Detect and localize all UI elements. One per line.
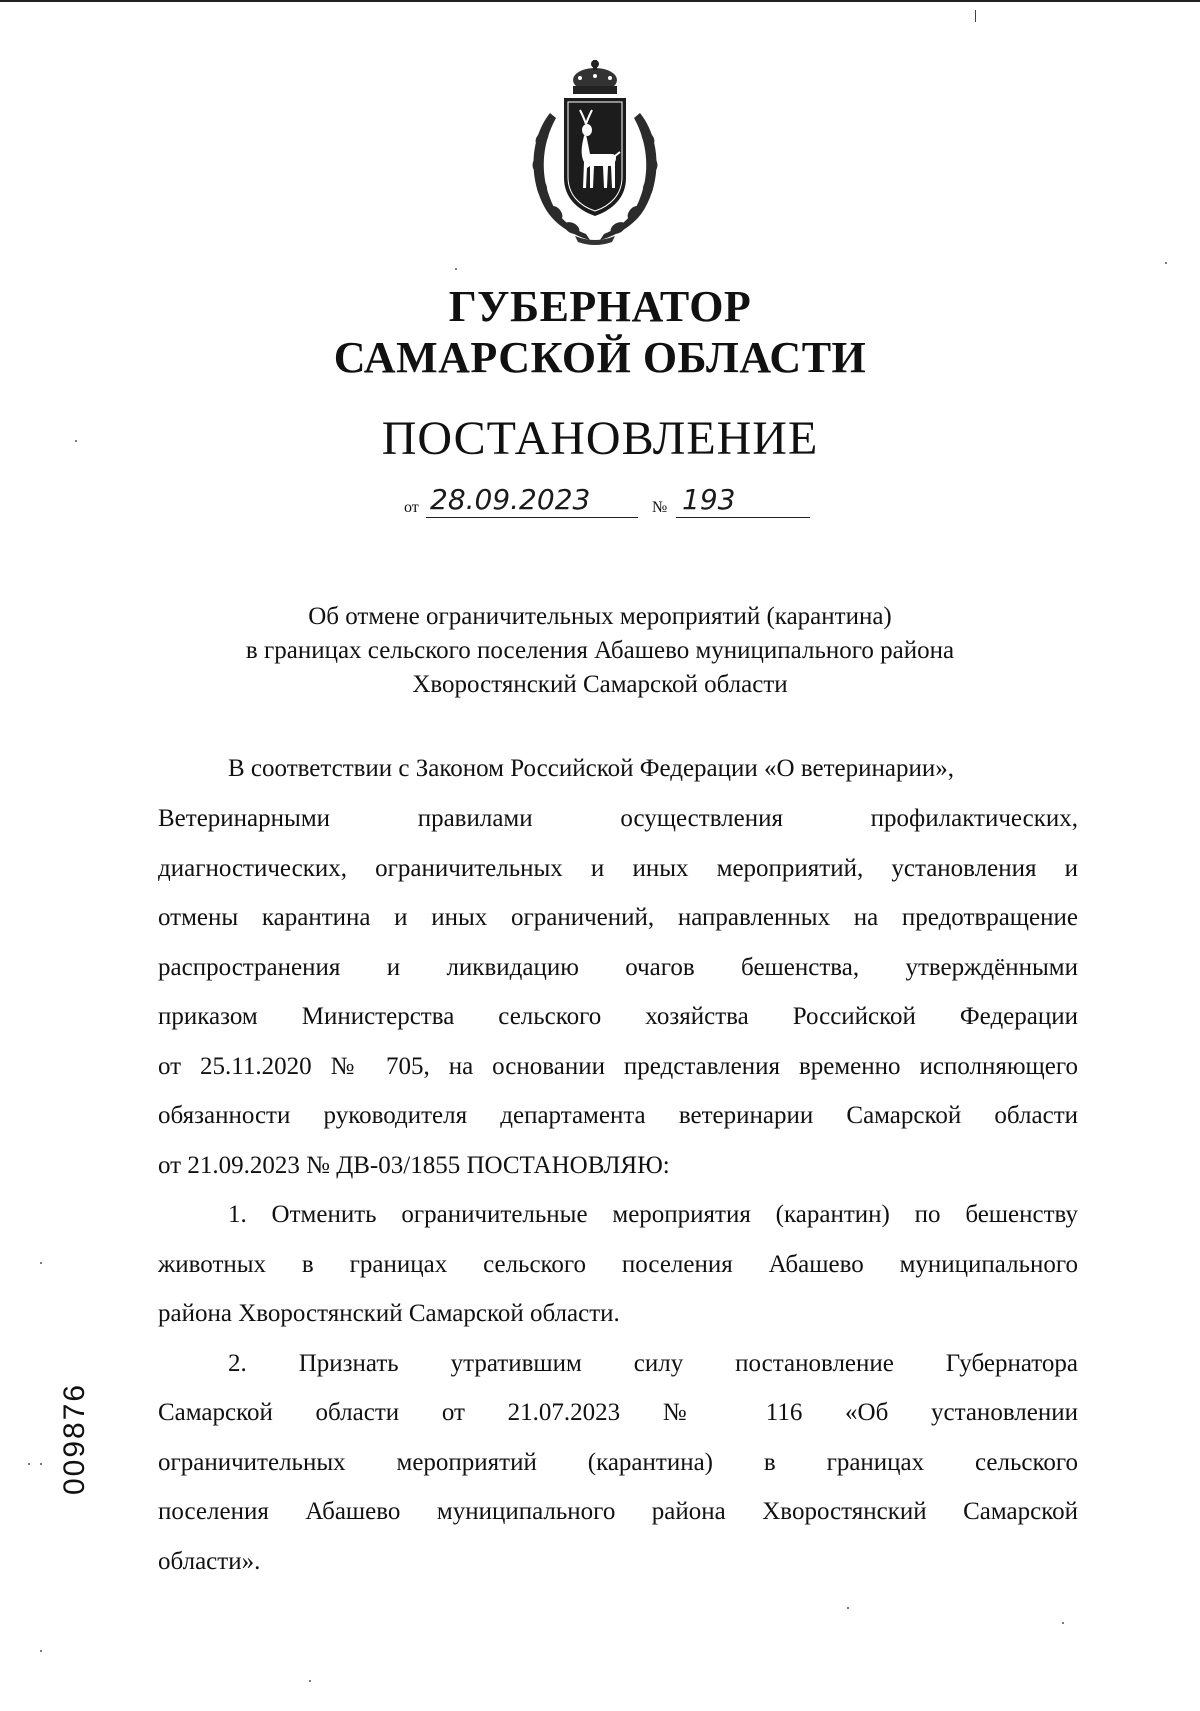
subject-line: Хворостянский Самарской области [412,671,788,698]
document-type: ПОСТАНОВЛЕНИЕ [381,412,819,465]
number-underline [676,517,810,518]
scan-speck [40,1463,42,1465]
organization-title-line2: САМАРСКОЙ ОБЛАСТИ [333,333,867,382]
date-prefix: от [404,499,419,516]
scan-speck [1062,1622,1064,1624]
item2-line: Самарской области от 21.07.2023 № 116 «Об установлении [158,1399,1078,1426]
ribbon [575,236,615,245]
scan-speck [847,1607,849,1609]
scan-speck [1165,262,1167,264]
preamble-line: диагностических, ограничительных и иных мероприятий, установления и [158,855,1078,882]
item1-line: животных в границах сельского поселения Абашево муниципального [158,1251,1078,1278]
document-date: 28.09.2023 [430,483,591,516]
organization-title-line1: ГУБЕРНАТОР [448,282,752,331]
scan-speck [75,440,77,442]
crown-icon [573,60,617,94]
number-prefix: № [652,499,668,516]
coat-of-arms-emblem [520,58,670,248]
preamble-line: В соответствии с Законом Российской Федерации «О ветеринарии», [228,755,954,782]
scan-speck [40,1262,42,1264]
side-registration-number: 009876 [58,1382,91,1495]
page-top-edge [0,0,1200,2]
item2-line: поселения Абашево муниципального района Хворостянский Самарской [158,1498,1078,1525]
subject-line: в границах сельского поселения Абашево муниципального района [245,637,955,664]
document-date-number [404,485,804,519]
item1-line: 1. Отменить ограничительные мероприятия (карантин) по бешенству [228,1201,1078,1228]
date-underline [426,517,638,518]
item1-line: района Хворостянский Самарской области. [158,1300,620,1327]
scan-speck [309,1680,311,1682]
document-subject [0,600,1200,702]
preamble-line: обязанности руководителя департамента ветеринарии Самарской области [158,1102,1078,1129]
scan-speck [28,1463,30,1465]
preamble-line: Ветеринарными правилами осуществления профилактических, [158,805,1078,832]
subject-line: Об отмене ограничительных мероприятий (карантина) [308,603,892,630]
preamble-line: от 21.09.2023 № ДВ-03/1855 ПОСТАНОВЛЯЮ: [158,1152,670,1179]
scan-mark [975,10,976,22]
item2-line: области». [158,1548,261,1575]
preamble-line: от 25.11.2020 № 705, на основании представления временно исполняющего [158,1053,1078,1080]
item2-line: 2. Признать утратившим силу постановление Губернатора [228,1350,1078,1377]
scan-speck [455,268,457,270]
document-number: 193 [682,483,736,516]
preamble-line: приказом Министерства сельского хозяйства Российской Федерации [158,1003,1078,1030]
preamble-line: отмены карантина и иных ограничений, направленных на предотвращение [158,904,1078,931]
item2-line: ограничительных мероприятий (карантина) в границах сельского [158,1449,1078,1476]
scan-speck [40,1650,42,1652]
preamble-line: распространения и ликвидацию очагов бешенства, утверждёнными [158,954,1078,981]
